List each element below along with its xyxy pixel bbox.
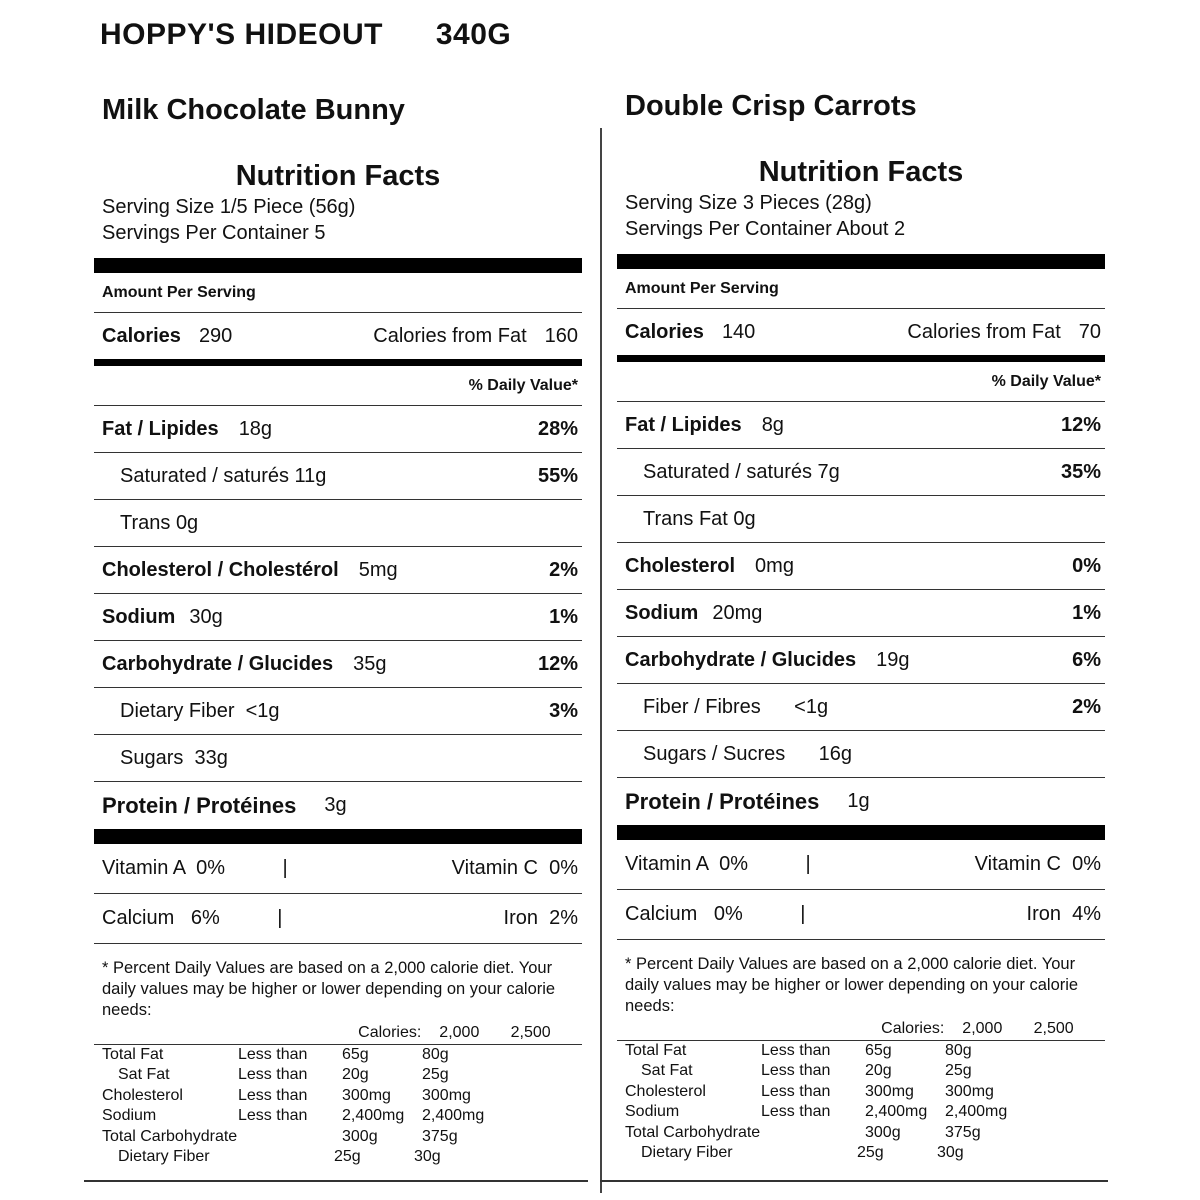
sugars-row bbox=[617, 731, 1105, 778]
medium-rule bbox=[617, 355, 1105, 362]
calories-label: Calories bbox=[102, 324, 181, 347]
vitamins-row bbox=[617, 840, 1105, 890]
calories-header: Calories: bbox=[358, 1024, 422, 1041]
cell-nutrient: Sodium bbox=[625, 1103, 680, 1120]
calories-value: 290 bbox=[198, 324, 233, 347]
vitamin-c: Vitamin C 0% bbox=[974, 853, 1101, 875]
cholesterol-row bbox=[617, 543, 1105, 590]
protein-label: Protein / Protéines bbox=[625, 788, 820, 814]
cell-nutrient: Total Carbohydrate bbox=[625, 1123, 761, 1141]
cell-value-2500: 2,400mg bbox=[945, 1103, 1008, 1120]
cell-value-2500: 25g bbox=[945, 1062, 972, 1079]
saturated-fat-label: Saturated / saturés 11g bbox=[120, 464, 327, 487]
panel-bottom-rule-right bbox=[600, 1180, 1108, 1182]
cell-value-2500: 30g bbox=[414, 1148, 441, 1165]
calories-from-fat-value: 160 bbox=[544, 324, 578, 347]
protein-amount: 1g bbox=[847, 790, 870, 812]
serving-size: Serving Size 3 Pieces (28g) bbox=[625, 192, 872, 214]
serving-size: Serving Size 1/5 Piece (56g) bbox=[102, 196, 356, 218]
daily-value-footnote: * Percent Daily Values are based on a 2,000 calorie diet. Your daily values may be higher or lower depending on your calorie needs: bbox=[102, 959, 556, 1019]
cell-nutrient: Total Carbohydrate bbox=[102, 1127, 238, 1145]
fat-row bbox=[94, 406, 582, 453]
sodium-label: Sodium bbox=[625, 601, 699, 624]
cell-value-2000: 20g bbox=[865, 1062, 892, 1079]
cholesterol-amount: 5mg bbox=[358, 558, 398, 581]
amount-per-serving bbox=[94, 273, 582, 313]
column-2500: 2,500 bbox=[1033, 1020, 1074, 1037]
carbohydrate-label: Carbohydrate / Glucides bbox=[625, 648, 857, 671]
daily-value-table-row bbox=[617, 1082, 1105, 1103]
minerals-row bbox=[617, 890, 1105, 940]
calories-from-fat-value: 70 bbox=[1078, 320, 1101, 343]
panel-bottom-rule-left bbox=[84, 1180, 588, 1182]
sodium-row bbox=[617, 590, 1105, 637]
cholesterol-row bbox=[94, 547, 582, 594]
vitamin-a: Vitamin A 0% bbox=[625, 853, 749, 875]
calories-row bbox=[617, 309, 1105, 355]
cell-limit: Less than bbox=[761, 1041, 831, 1059]
cell-nutrient: Dietary Fiber bbox=[118, 1148, 210, 1165]
fiber-label: Fiber / Fibres <1g bbox=[643, 695, 829, 718]
product-title: Double Crisp Carrots bbox=[625, 90, 917, 122]
sodium-label: Sodium bbox=[102, 605, 176, 628]
cell-nutrient: Sat Fat bbox=[641, 1062, 693, 1079]
fiber-percent: 2% bbox=[1072, 695, 1101, 718]
thick-rule-vitamins bbox=[94, 829, 582, 844]
fat-percent: 12% bbox=[1060, 413, 1101, 436]
thick-rule bbox=[94, 258, 582, 273]
calories-from-fat-label: Calories from Fat bbox=[907, 320, 1061, 343]
fat-percent: 28% bbox=[537, 417, 578, 440]
cell-value-2000: 25g bbox=[857, 1144, 884, 1161]
calories-label: Calories bbox=[625, 320, 704, 343]
cell-nutrient: Sat Fat bbox=[118, 1066, 170, 1083]
separator: | bbox=[805, 853, 811, 875]
page-header bbox=[100, 18, 511, 52]
cell-nutrient: Cholesterol bbox=[625, 1082, 706, 1100]
cell-value-2500: 30g bbox=[937, 1144, 964, 1161]
cell-limit: Less than bbox=[238, 1107, 308, 1124]
daily-value-table-row bbox=[94, 1065, 582, 1086]
thick-rule bbox=[617, 254, 1105, 269]
carbohydrate-percent: 6% bbox=[1072, 648, 1101, 671]
cell-nutrient: Total Fat bbox=[625, 1041, 687, 1059]
cell-value-2000: 65g bbox=[865, 1041, 892, 1059]
sugars-label: Sugars 33g bbox=[120, 746, 228, 769]
carbohydrate-amount: 19g bbox=[876, 648, 910, 671]
daily-value-table-row bbox=[94, 1147, 582, 1168]
cholesterol-label: Cholesterol bbox=[625, 554, 736, 577]
cell-limit: Less than bbox=[238, 1086, 308, 1104]
calories-from-fat-label: Calories from Fat bbox=[373, 324, 527, 347]
carbohydrate-label: Carbohydrate / Glucides bbox=[102, 652, 334, 675]
cholesterol-amount: 0mg bbox=[755, 554, 794, 577]
cell-value-2000: 300g bbox=[865, 1123, 901, 1141]
nutrition-panel-carrots bbox=[617, 86, 1105, 1164]
cell-value-2000: 300mg bbox=[865, 1082, 914, 1100]
saturated-fat-percent: 55% bbox=[537, 464, 578, 487]
daily-value-footnote: * Percent Daily Values are based on a 2,000 calorie diet. Your daily values may be higher or lower depending on your calorie needs: bbox=[625, 955, 1079, 1015]
carbohydrate-row bbox=[94, 641, 582, 688]
column-divider bbox=[600, 128, 602, 1193]
fat-label: Fat / Lipides bbox=[102, 417, 219, 440]
fat-amount: 8g bbox=[761, 413, 784, 436]
daily-value-table-header bbox=[94, 1023, 582, 1045]
fat-label: Fat / Lipides bbox=[625, 413, 742, 436]
fat-row bbox=[617, 402, 1105, 449]
cholesterol-label: Cholesterol / Cholestérol bbox=[102, 558, 339, 581]
sodium-percent: 1% bbox=[549, 605, 578, 628]
saturated-fat-row bbox=[617, 449, 1105, 496]
trans-fat-row bbox=[94, 500, 582, 547]
fat-amount: 18g bbox=[238, 417, 273, 440]
minerals-row bbox=[94, 894, 582, 944]
daily-value-header bbox=[617, 362, 1105, 402]
cell-value-2500: 300mg bbox=[422, 1086, 471, 1104]
cell-value-2000: 2,400mg bbox=[865, 1103, 928, 1120]
protein-row bbox=[617, 778, 1105, 825]
iron: Iron 2% bbox=[503, 907, 578, 929]
calcium: Calcium 6% bbox=[102, 907, 220, 929]
sugars-row bbox=[94, 735, 582, 782]
saturated-fat-percent: 35% bbox=[1060, 460, 1101, 483]
daily-value-header bbox=[94, 366, 582, 406]
sodium-row bbox=[94, 594, 582, 641]
vitamin-a: Vitamin A 0% bbox=[102, 857, 226, 879]
daily-value-table-row bbox=[617, 1041, 1105, 1062]
servings-per-container: Servings Per Container 5 bbox=[102, 222, 326, 244]
cell-nutrient: Total Fat bbox=[102, 1045, 164, 1063]
cholesterol-percent: 2% bbox=[549, 558, 578, 581]
cell-value-2000: 25g bbox=[334, 1148, 361, 1165]
fiber-label: Dietary Fiber <1g bbox=[120, 699, 280, 722]
cell-limit: Less than bbox=[761, 1062, 831, 1079]
column-2000: 2,000 bbox=[962, 1020, 1003, 1037]
saturated-fat-label: Saturated / saturés 7g bbox=[643, 460, 840, 483]
brand-name: HOPPY'S HIDEOUT bbox=[100, 18, 384, 51]
vitamins-row bbox=[94, 844, 582, 894]
daily-value-table-row bbox=[617, 1143, 1105, 1164]
amount-per-serving-label: Amount Per Serving bbox=[102, 283, 256, 301]
carbohydrate-amount: 35g bbox=[353, 652, 387, 675]
daily-value-table-row bbox=[94, 1127, 582, 1148]
fiber-percent: 3% bbox=[549, 699, 578, 722]
daily-value-header-label: % Daily Value* bbox=[468, 376, 578, 394]
thick-rule-vitamins bbox=[617, 825, 1105, 840]
protein-amount: 3g bbox=[324, 794, 347, 816]
cell-value-2500: 375g bbox=[945, 1123, 981, 1141]
cell-limit: Less than bbox=[238, 1066, 308, 1083]
trans-fat-row bbox=[617, 496, 1105, 543]
nutrition-panel-bunny bbox=[94, 90, 582, 1168]
nutrition-facts-title: Nutrition Facts bbox=[758, 156, 964, 188]
separator: | bbox=[282, 857, 288, 879]
trans-fat-label: Trans Fat 0g bbox=[643, 507, 756, 530]
column-2500: 2,500 bbox=[510, 1024, 551, 1041]
iron: Iron 4% bbox=[1026, 903, 1101, 925]
sodium-amount: 20mg bbox=[712, 601, 763, 624]
daily-value-table bbox=[617, 1019, 1105, 1164]
calcium: Calcium 0% bbox=[625, 903, 743, 925]
cell-value-2000: 2,400mg bbox=[342, 1107, 405, 1124]
calories-value: 140 bbox=[721, 320, 756, 343]
sugars-label: Sugars / Sucres 16g bbox=[643, 742, 852, 765]
cell-limit: Less than bbox=[761, 1082, 831, 1100]
saturated-fat-row bbox=[94, 453, 582, 500]
daily-value-table-row bbox=[94, 1106, 582, 1127]
calories-header: Calories: bbox=[881, 1020, 945, 1037]
cell-limit: Less than bbox=[761, 1103, 831, 1120]
cell-value-2500: 80g bbox=[945, 1041, 972, 1059]
daily-value-table bbox=[94, 1023, 582, 1168]
carbohydrate-row bbox=[617, 637, 1105, 684]
carbohydrate-percent: 12% bbox=[537, 652, 578, 675]
nutrition-facts-title: Nutrition Facts bbox=[235, 160, 441, 192]
daily-value-table-row bbox=[94, 1045, 582, 1066]
daily-value-table-row bbox=[617, 1123, 1105, 1144]
trans-fat-label: Trans 0g bbox=[120, 511, 199, 534]
amount-per-serving bbox=[617, 269, 1105, 309]
cell-value-2500: 80g bbox=[422, 1045, 449, 1063]
cell-nutrient: Sodium bbox=[102, 1107, 157, 1124]
cell-value-2500: 25g bbox=[422, 1066, 449, 1083]
protein-row bbox=[94, 782, 582, 829]
separator: | bbox=[800, 903, 806, 925]
amount-per-serving-label: Amount Per Serving bbox=[625, 279, 779, 297]
product-title: Milk Chocolate Bunny bbox=[102, 94, 405, 126]
cell-value-2000: 65g bbox=[342, 1045, 369, 1063]
vitamin-c: Vitamin C 0% bbox=[451, 857, 578, 879]
daily-value-table-row bbox=[617, 1102, 1105, 1123]
cell-value-2500: 300mg bbox=[945, 1082, 994, 1100]
cell-nutrient: Cholesterol bbox=[102, 1086, 183, 1104]
servings-per-container: Servings Per Container About 2 bbox=[625, 218, 906, 240]
net-weight: 340G bbox=[435, 18, 512, 51]
daily-value-header-label: % Daily Value* bbox=[991, 372, 1101, 390]
cell-nutrient: Dietary Fiber bbox=[641, 1144, 733, 1161]
sodium-amount: 30g bbox=[189, 605, 223, 628]
protein-label: Protein / Protéines bbox=[102, 792, 297, 818]
cell-limit: Less than bbox=[238, 1045, 308, 1063]
sodium-percent: 1% bbox=[1072, 601, 1101, 624]
cholesterol-percent: 0% bbox=[1072, 554, 1101, 577]
column-2000: 2,000 bbox=[439, 1024, 480, 1041]
separator: | bbox=[277, 907, 283, 929]
cell-value-2000: 300g bbox=[342, 1127, 378, 1145]
daily-value-table-row bbox=[617, 1061, 1105, 1082]
medium-rule bbox=[94, 359, 582, 366]
cell-value-2000: 300mg bbox=[342, 1086, 391, 1104]
cell-value-2000: 20g bbox=[342, 1066, 369, 1083]
fiber-row bbox=[94, 688, 582, 735]
daily-value-table-row bbox=[94, 1086, 582, 1107]
fiber-row bbox=[617, 684, 1105, 731]
daily-value-table-header bbox=[617, 1019, 1105, 1041]
cell-value-2500: 375g bbox=[422, 1127, 458, 1145]
cell-value-2500: 2,400mg bbox=[422, 1107, 485, 1124]
calories-row bbox=[94, 313, 582, 359]
